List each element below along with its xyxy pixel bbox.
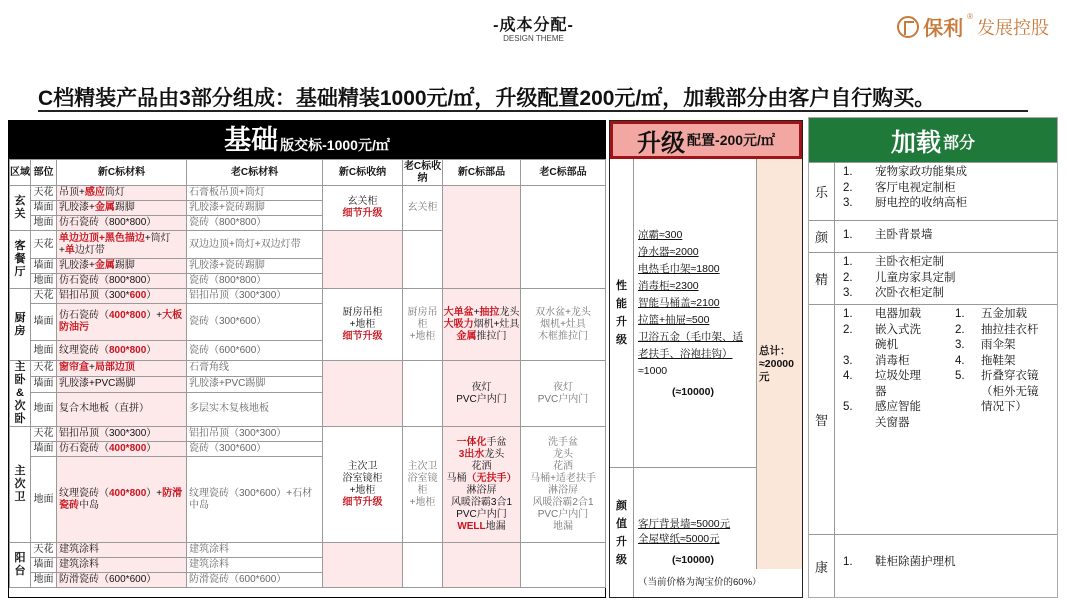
upgrade-total: 总计： ≈20000 元 [756,159,802,569]
addon-category: 智 [809,305,835,534]
new-material-cell: 单边边顶+黑色描边+筒灯+单边灯带 [57,231,187,259]
old-material-cell: 双边边顶+筒灯+双边灯带 [187,231,323,259]
zone-keting: 客餐厅 [10,231,31,289]
part-cell: 天花 [31,361,57,377]
part-cell: 天花 [31,231,57,259]
part-cell: 墙面 [31,304,57,341]
new-material-cell: 纹理瓷砖（400*800）+防滑瓷砖中岛 [57,457,187,543]
old-material-cell: 铝扣吊顶（300*300） [187,289,323,304]
col-header-old-parts: 老C标部品 [521,160,606,186]
base-banner-title: 基础 [224,125,279,155]
new-storage-cell [323,231,403,289]
addon-banner-title: 加载 [890,129,941,157]
new-material-cell: 仿石瓷砖（800*800） [57,274,187,289]
upgrade-category-performance: 性 能 升 级 [610,159,634,467]
poly-logo-icon [897,16,919,38]
upgrade-category-looks: 颜 值 升 级 [610,468,634,597]
old-material-cell: 石膏板吊顶+筒灯 [187,186,323,201]
upgrade-banner-price: 配置-200元/㎡ [687,132,775,148]
old-storage-cell [403,231,443,289]
addon-category: 康 [809,535,835,597]
old-parts-cell: 夜灯 PVC户内门 [521,361,606,427]
old-storage-cell: 玄关柜 [403,186,443,231]
new-material-cell: 复合木地板（直拼） [57,392,187,426]
new-storage-cell: 主次卫 浴室镜柜 +地柜 细节升级 [323,427,403,543]
col-header-new-parts: 新C标部品 [443,160,521,186]
new-parts-cell [443,543,521,588]
new-material-cell: 建筑涂料 [57,543,187,558]
base-spec-table [9,159,606,588]
base-package-panel [8,120,606,598]
part-cell: 地面 [31,457,57,543]
new-parts-cell [443,186,521,289]
old-material-cell: 防滑瓷砖（600*600） [187,573,323,588]
zone-bathroom: 主 次 卫 [10,427,31,543]
old-material-cell: 瓷砖（800*800） [187,216,323,231]
new-parts-cell: 一体化手盆 3出水龙头 花洒 马桶（无扶手） 淋浴屏 风暖浴霸3合1 PVC户内门 WELL地漏 [443,427,521,543]
table-row [10,186,606,201]
upgrade-looks-items: 客厅背景墙≈5000元 全屋壁纸≈5000元 (≈10000) [638,518,731,566]
old-storage-cell: 主次卫 浴室镜 柜 +地柜 [403,427,443,543]
addon-row-kang [809,534,1057,597]
headline: C档精装产品由3部分组成：基础精装1000元/㎡，升级配置200元/㎡，加载部分由客户自行购买。 [38,87,936,110]
new-material-cell: 吊顶+感应筒灯 [57,186,187,201]
part-cell: 墙面 [31,201,57,216]
zone-chufang: 厨房 [10,289,31,361]
page-title: -成本分配- [493,17,574,34]
part-cell: 地面 [31,573,57,588]
table-row [10,543,606,558]
col-header-new-storage: 新C标收纳 [323,160,403,186]
old-material-cell: 乳胶漆+瓷砖踢脚 [187,201,323,216]
new-storage-cell [323,361,403,427]
table-header-row [10,160,606,186]
addon-banner-suffix: 部分 [943,134,976,152]
base-banner [9,121,605,159]
part-cell: 天花 [31,543,57,558]
old-storage-cell [403,543,443,588]
old-material-cell: 石膏角线 [187,361,323,377]
addon-items: 1. 主卧衣柜定制 2. 儿童房家具定制 3. 次卧衣柜定制 [843,256,956,299]
table-row [10,361,606,377]
new-storage-cell: 厨房吊柜 +地柜 细节升级 [323,289,403,361]
new-storage-cell: 玄关柜 细节升级 [323,186,403,231]
addon-items: 1. 鞋柜除菌护理机 [843,556,956,568]
part-cell: 墙面 [31,259,57,274]
part-cell: 天花 [31,186,57,201]
new-material-cell: 窗帘盒+局部边顶 [57,361,187,377]
old-parts-cell [521,186,606,289]
new-parts-cell: 大单盆+抽拉龙头 大吸力烟机+灶具 金属推拉门 [443,289,521,361]
new-material-cell: 仿石瓷砖（400*800）+大板防油污 [57,304,187,341]
addon-package-panel [808,117,1058,598]
col-header-zone: 区域 [10,160,31,186]
part-cell: 地面 [31,274,57,289]
table-row [10,427,606,442]
logo-registered-mark: ® [967,12,973,21]
upgrade-price-note: （当前价格为淘宝价的60%） [638,577,762,588]
addon-items: 1. 宠物家政功能集成 2. 客厅电视定制柜 3. 厨电控的收纳高柜 [843,166,967,209]
page-subtitle: DESIGN THEME [503,34,564,43]
new-material-cell: 纹理瓷砖（800*800） [57,341,187,361]
old-storage-cell: 厨房吊柜 +地柜 [403,289,443,361]
logo-name: 保利 [923,18,964,40]
addon-row-le [809,162,1057,220]
zone-balcony: 阳 台 [10,543,31,588]
upgrade-banner [610,121,802,159]
new-material-cell: 乳胶漆+PVC踢脚 [57,376,187,392]
new-material-cell: 乳胶漆+金属踢脚 [57,201,187,216]
old-material-cell: 瓷砖（300*600） [187,304,323,341]
part-cell: 墙面 [31,442,57,457]
addon-items-col2: 1. 五金加载 2. 抽拉挂衣杆 3. 雨伞架 4. 拖鞋架 5. 折叠穿衣镜 （柜外无镜 情况下） [955,308,1039,413]
new-material-cell: 防滑瓷砖（600*600） [57,573,187,588]
col-header-old-storage: 老C标收纳 [403,160,442,184]
part-cell: 墙面 [31,376,57,392]
part-cell: 天花 [31,289,57,304]
old-storage-cell [403,361,443,427]
part-cell: 地面 [31,216,57,231]
logo-tagline: 发展控股 [977,17,1049,38]
new-material-cell: 乳胶漆+金属踢脚 [57,259,187,274]
new-material-cell: 铝扣吊顶（300*300） [57,427,187,442]
addon-items: 1. 主卧背景墙 [843,229,933,241]
addon-row-jing [809,252,1057,304]
old-material-cell: 瓷砖（600*600） [187,341,323,361]
new-material-cell: 铝扣吊顶（300*600） [57,289,187,304]
addon-row-yan [809,220,1057,252]
upgrade-banner-title: 升级 [637,129,686,157]
addon-category: 精 [809,253,835,304]
old-material-cell: 瓷砖（800*800） [187,274,323,289]
old-material-cell: 铝扣吊顶（300*300） [187,427,323,442]
base-banner-price: 版交标-1000元/㎡ [280,137,390,153]
addon-items-col1: 1. 电器加载 2. 嵌入式洗 碗机 3. 消毒柜 4. 垃圾处理 器 5. 感应智能 关窗器 [843,308,921,429]
col-header-old-material: 老C标材料 [187,160,323,186]
old-material-cell: 乳胶漆+PVC踢脚 [187,376,323,392]
part-cell: 地面 [31,392,57,426]
addon-category: 乐 [809,163,835,220]
new-material-cell: 建筑涂料 [57,558,187,573]
new-material-cell: 仿石瓷砖（800*800） [57,216,187,231]
headline-divider [38,110,1028,112]
old-material-cell: 多层实木复核地板 [187,392,323,426]
upgrade-package-panel [609,120,803,598]
addon-category: 颜 [809,221,835,252]
old-material-cell: 建筑涂料 [187,558,323,573]
old-material-cell: 纹理瓷砖（300*600）+石材中岛 [187,457,323,543]
col-header-part: 部位 [31,160,57,186]
old-parts-cell [521,543,606,588]
old-parts-cell: 双水盆+龙头 烟机+灶具 木框推拉门 [521,289,606,361]
old-parts-cell: 洗手盆 龙头 花洒 马桶+适老扶手 淋浴屏 风暖浴霸2合1 PVC户内门 地漏 [521,427,606,543]
upgrade-performance-items: 凉霸≈300 净水器≈2000 电热毛巾架≈1800 消毒柜≈2300 智能马桶盖≈2100 拉篮+抽屉≈500 卫浴五金（毛巾架、适 老扶手、浴袍挂钩） ≈1000 (≈10000) [638,229,743,398]
old-material-cell: 乳胶漆+瓷砖踢脚 [187,259,323,274]
table-row [10,289,606,304]
old-material-cell: 瓷砖（300*600） [187,442,323,457]
new-material-cell: 仿石瓷砖（400*800） [57,442,187,457]
new-parts-cell: 夜灯 PVC户内门 [443,361,521,427]
zone-bedroom: 主卧 & 次卧 [10,361,31,427]
zone-xuanguan: 玄关 [10,186,31,231]
new-storage-cell [323,543,403,588]
part-cell: 天花 [31,427,57,442]
old-material-cell: 建筑涂料 [187,543,323,558]
part-cell: 墙面 [31,558,57,573]
col-header-new-material: 新C标材料 [57,160,187,186]
addon-banner [809,118,1057,162]
upgrade-body [610,159,802,597]
addon-row-zhi [809,304,1057,534]
part-cell: 地面 [31,341,57,361]
brand-logo [897,12,1049,41]
